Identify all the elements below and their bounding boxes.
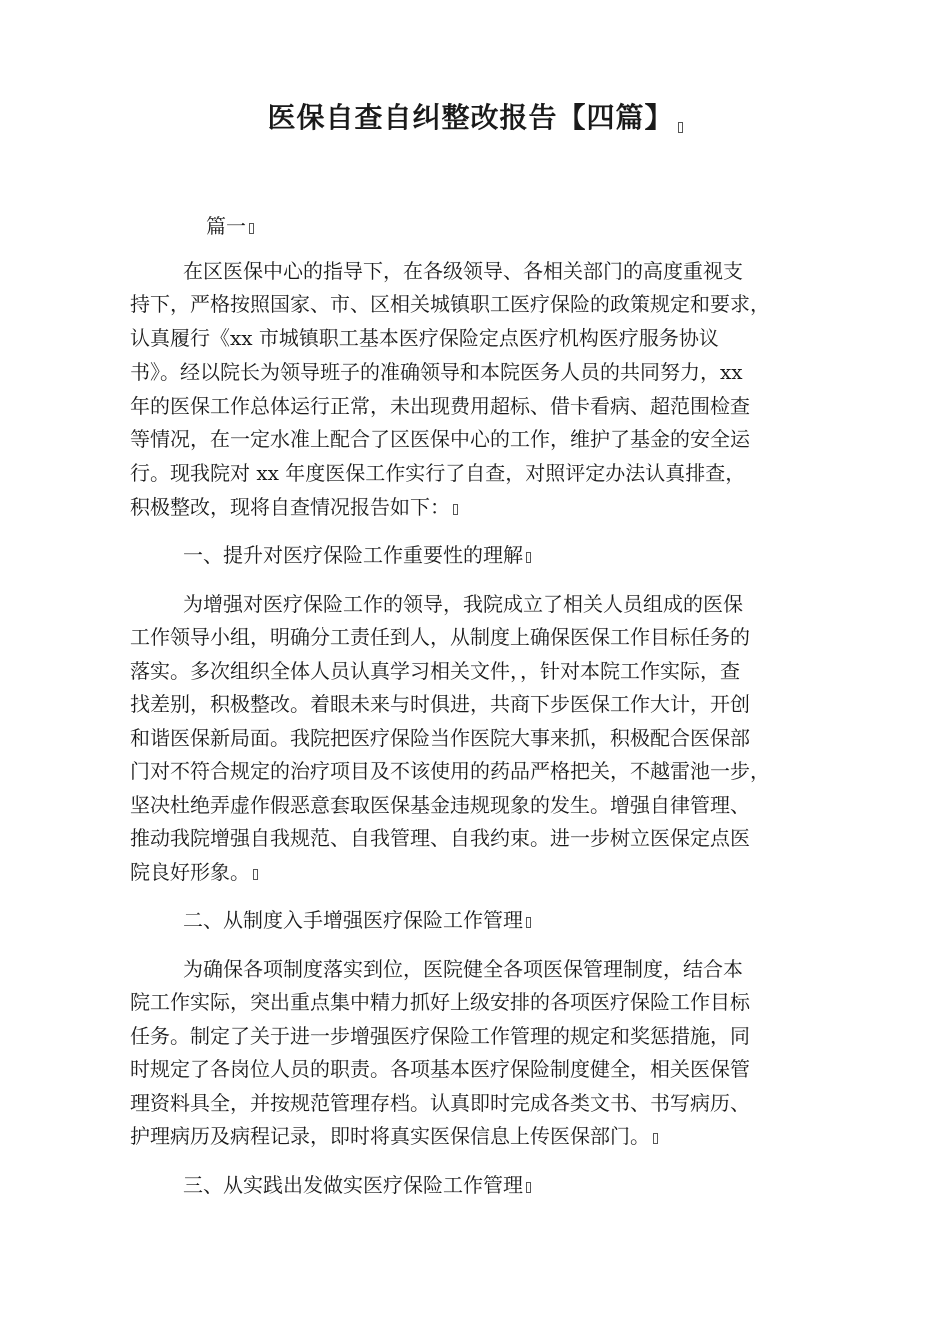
text-line: 持下，严格按照国家、市、区相关城镇职工医疗保险的政策规定和要求， [130,292,770,316]
paragraph-mark-icon [249,223,254,234]
paragraph-mark-icon [253,869,258,880]
text-line: 为增强对医疗保险工作的领导，我院成立了相关人员组成的医保 [183,592,743,616]
section-heading: 一、提升对医疗保险工作重要性的理解 [183,541,531,569]
text-line: 推动我院增强自我规范、自我管理、自我约束。进一步树立医保定点医 [130,826,750,850]
text-line: 在区医保中心的指导下，在各级领导、各相关部门的高度重视支 [183,259,743,283]
paragraph-mark-icon [678,122,683,133]
paragraph-mark-icon [653,1133,658,1144]
paragraph-mark-icon [526,917,531,928]
text-line: 工作领导小组，明确分工责任到人，从制度上确保医保工作目标任务的 [130,625,750,649]
text-line: 院工作实际，突出重点集中精力抓好上级安排的各项医疗保险工作目标 [130,990,750,1014]
document-title: 医保自查自纠整改报告【四篇】 [0,98,950,138]
text-line: 等情况，在一定水准上配合了区医保中心的工作，维护了基金的安全运 [130,427,750,451]
text-line: 书》。经以院长为领导班子的准确领导和本院医务人员的共同努力，xx [130,360,743,384]
section-heading: 二、从制度入手增强医疗保险工作管理 [183,906,531,934]
paragraph-mark-icon [526,552,531,563]
text-line: 行。现我院对 xx 年度医保工作实行了自查，对照评定办法认真排查， [130,461,746,485]
section-heading: 三、从实践出发做实医疗保险工作管理 [183,1171,531,1199]
text-line: 任务。制定了关于进一步增强医疗保险工作管理的规定和奖惩措施，同 [130,1024,750,1048]
text-line: 为确保各项制度落实到位，医院健全各项医保管理制度，结合本 [183,957,743,981]
text-line: 院良好形象。 [130,858,258,886]
paragraph-mark-icon [453,504,458,515]
section-label: 篇一 [206,212,254,240]
text-line: 积极整改，现将自查情况报告如下： [130,493,458,521]
text-line: 护理病历及病程记录，即时将真实医保信息上传医保部门。 [130,1122,658,1150]
text-line: 认真履行《xx 市城镇职工基本医疗保险定点医疗机构医疗服务协议 [130,326,719,350]
text-line: 坚决杜绝弄虚作假恶意套取医保基金违规现象的发生。增强自律管理、 [130,793,750,817]
text-line: 门对不符合规定的治疗项目及不该使用的药品严格把关，不越雷池一步， [130,759,770,783]
text-line: 时规定了各岗位人员的职责。各项基本医疗保险制度健全，相关医保管 [130,1057,750,1081]
text-line: 理资料具全，并按规范管理存档。认真即时完成各类文书、书写病历、 [130,1091,750,1115]
text-line: 年的医保工作总体运行正常，未出现费用超标、借卡看病、超范围检查 [130,394,750,418]
text-line: 和谐医保新局面。我院把医疗保险当作医院大事来抓，积极配合医保部 [130,726,750,750]
text-line: 落实。多次组织全体人员认真学习相关文件，，针对本院工作实际，查 [130,659,740,683]
text-line: 找差别，积极整改。着眼未来与时俱进，共商下步医保工作大计，开创 [130,692,750,716]
paragraph-mark-icon [526,1182,531,1193]
